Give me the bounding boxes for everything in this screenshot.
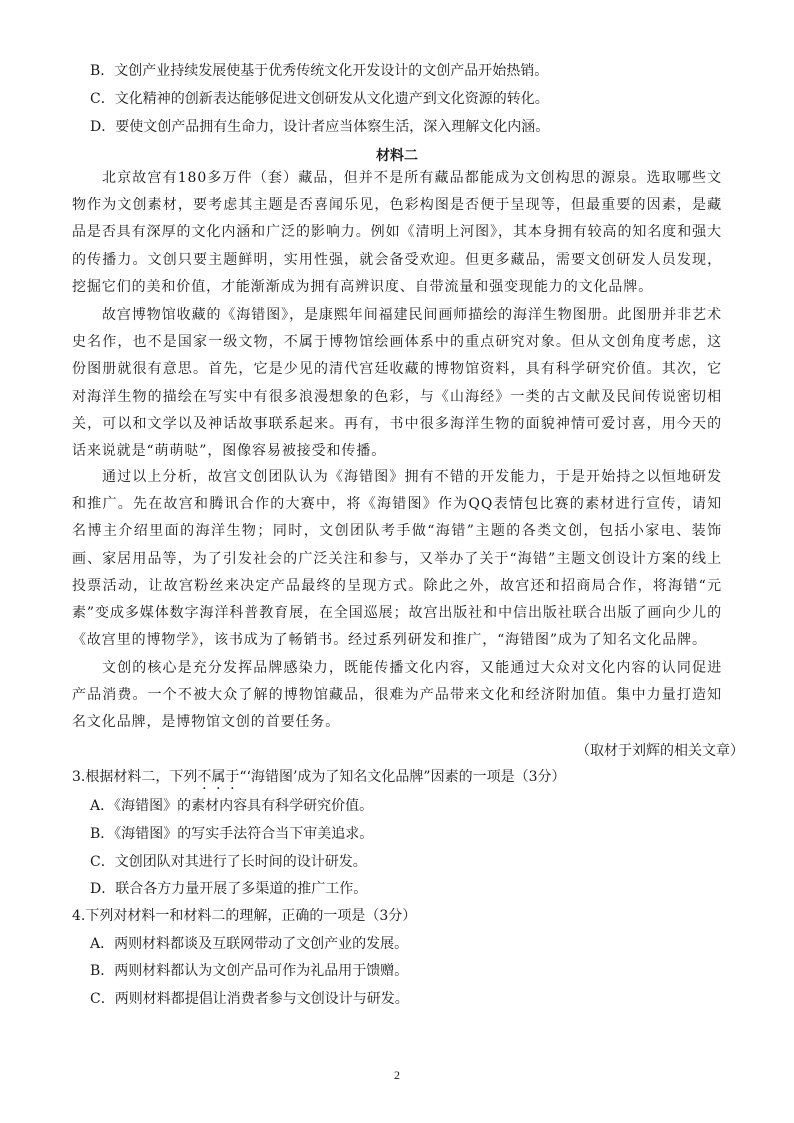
- q3-stem-start: 3.根据材料二，下列: [72, 769, 198, 785]
- prev-option-b: B．文创产业持续发展使基于优秀传统文化开发设计的文创产品开始热销。: [90, 63, 549, 79]
- q4-option-a: A．两则材料都谈及互联网带动了文创产业的发展。: [90, 936, 409, 952]
- question-4-stem: 4.下列对材料一和材料二的理解，正确的一项是（3分）: [72, 908, 417, 924]
- q3-emphasis: 不属于: [197, 769, 240, 785]
- q3-stem-end: “‘海错图’成为了知名文化品牌”因素的一项是（3分）: [239, 769, 566, 785]
- q4-option-c: C．两则材料都提倡让消费者参与文创设计与研发。: [90, 991, 409, 1007]
- q3-option-d: D．联合各方力量开展了多渠道的推广工作。: [90, 881, 368, 897]
- paragraph-4: 文创的核心是充分发挥品牌感染力，既能传播文化内容，又能通过大众对文化内容的认同促进产品消费。一个不被大众了解的博物馆藏品，很难为产品带来文化和经济附加值。集中力量打造知名文化品牌，是博物馆文创的首要任务。: [72, 660, 722, 731]
- source-citation: （取材于刘辉的相关文章）: [576, 743, 744, 759]
- q4-option-b: B．两则材料都认为文创产品可作为礼品用于馈赠。: [90, 963, 409, 979]
- question-3-stem: [72, 768, 565, 786]
- paragraph-1: 北京故宫有180多万件（套）藏品，但并不是所有藏品都能成为文创构思的源泉。选取哪些文物作为文创素材，要考虑其主题是否喜闻乐见，色彩构图是否便于呈现等，但最重要的因素，是藏品是否具有深厚的文化内涵和广泛的影响力。例如《清明上河图》，其本身拥有较高的知名度和强大的传播力。文创只要主题鲜明，实用性强，就会备受欢迎。但更多藏品，需要文创研发人员发现，挖掘它们的美和价值，才能渐渐成为拥有高辨识度、自带流量和强变现能力的文化品牌。: [72, 170, 722, 295]
- paragraph-2: 故宫博物馆收藏的《海错图》，是康熙年间福建民间画师描绘的海洋生物图册。此图册并非艺术史名作，也不是国家一级文物，不属于博物馆绘画体系中的重点研究对象。但从文创角度考虑，这份图册就很有意思。首先，它是少见的清代宫廷收藏的博物馆资料，具有科学研究价值。其次，它对海洋生物的描绘在写实中有很多浪漫想象的色彩，与《山海经》一类的古文献及民间传说密切相关，可以和文学以及神话故事联系起来。再有，书中很多海洋生物的面貌神情可爱讨喜，用今天的话来说就是“萌萌哒”，图像容易被接受和传播。: [72, 307, 722, 460]
- page-number: 2: [394, 1068, 400, 1082]
- prev-option-c: C．文化精神的创新表达能够促进文创研发从文化遗产到文化资源的转化。: [90, 91, 549, 107]
- prev-option-d: D．要使文创产品拥有生命力，设计者应当体察生活，深入理解文化内涵。: [90, 119, 550, 135]
- q3-option-b: B．《海错图》的写实手法符合当下审美追求。: [90, 826, 374, 842]
- paragraph-3: 通过以上分析，故宫文创团队认为《海错图》拥有不错的开发能力，于是开始持之以恒地研发和推广。先在故宫和腾讯合作的大赛中，将《海错图》作为QQ表情包比赛的素材进行宣传，请知名博主介绍里面的海洋生物；同时，文创团队考手做“海错”主题的各类文创，包括小家电、装饰画、家居用品等，为了引发社会的广泛关注和参与，又举办了关于“海错”主题文创设计方案的线上投票活动，让故宫粉丝来决定产品最终的呈现方式。除此之外，故宫还和招商局合作，将海错“元素”变成多媒体数字海洋科普教育展，在全国巡展；故宫出版社和中信出版社联合出版了画向少儿的《故宫里的博物学》，该书成为了畅销书。经过系列研发和推广，“海错图”成为了知名文化品牌。: [72, 469, 722, 649]
- q3-option-a: A．《海错图》的素材内容具有科学研究价值。: [90, 798, 374, 814]
- q3-option-c: C．文创团队对其进行了长时间的设计研发。: [90, 854, 367, 870]
- material-title: 材料二: [376, 148, 418, 164]
